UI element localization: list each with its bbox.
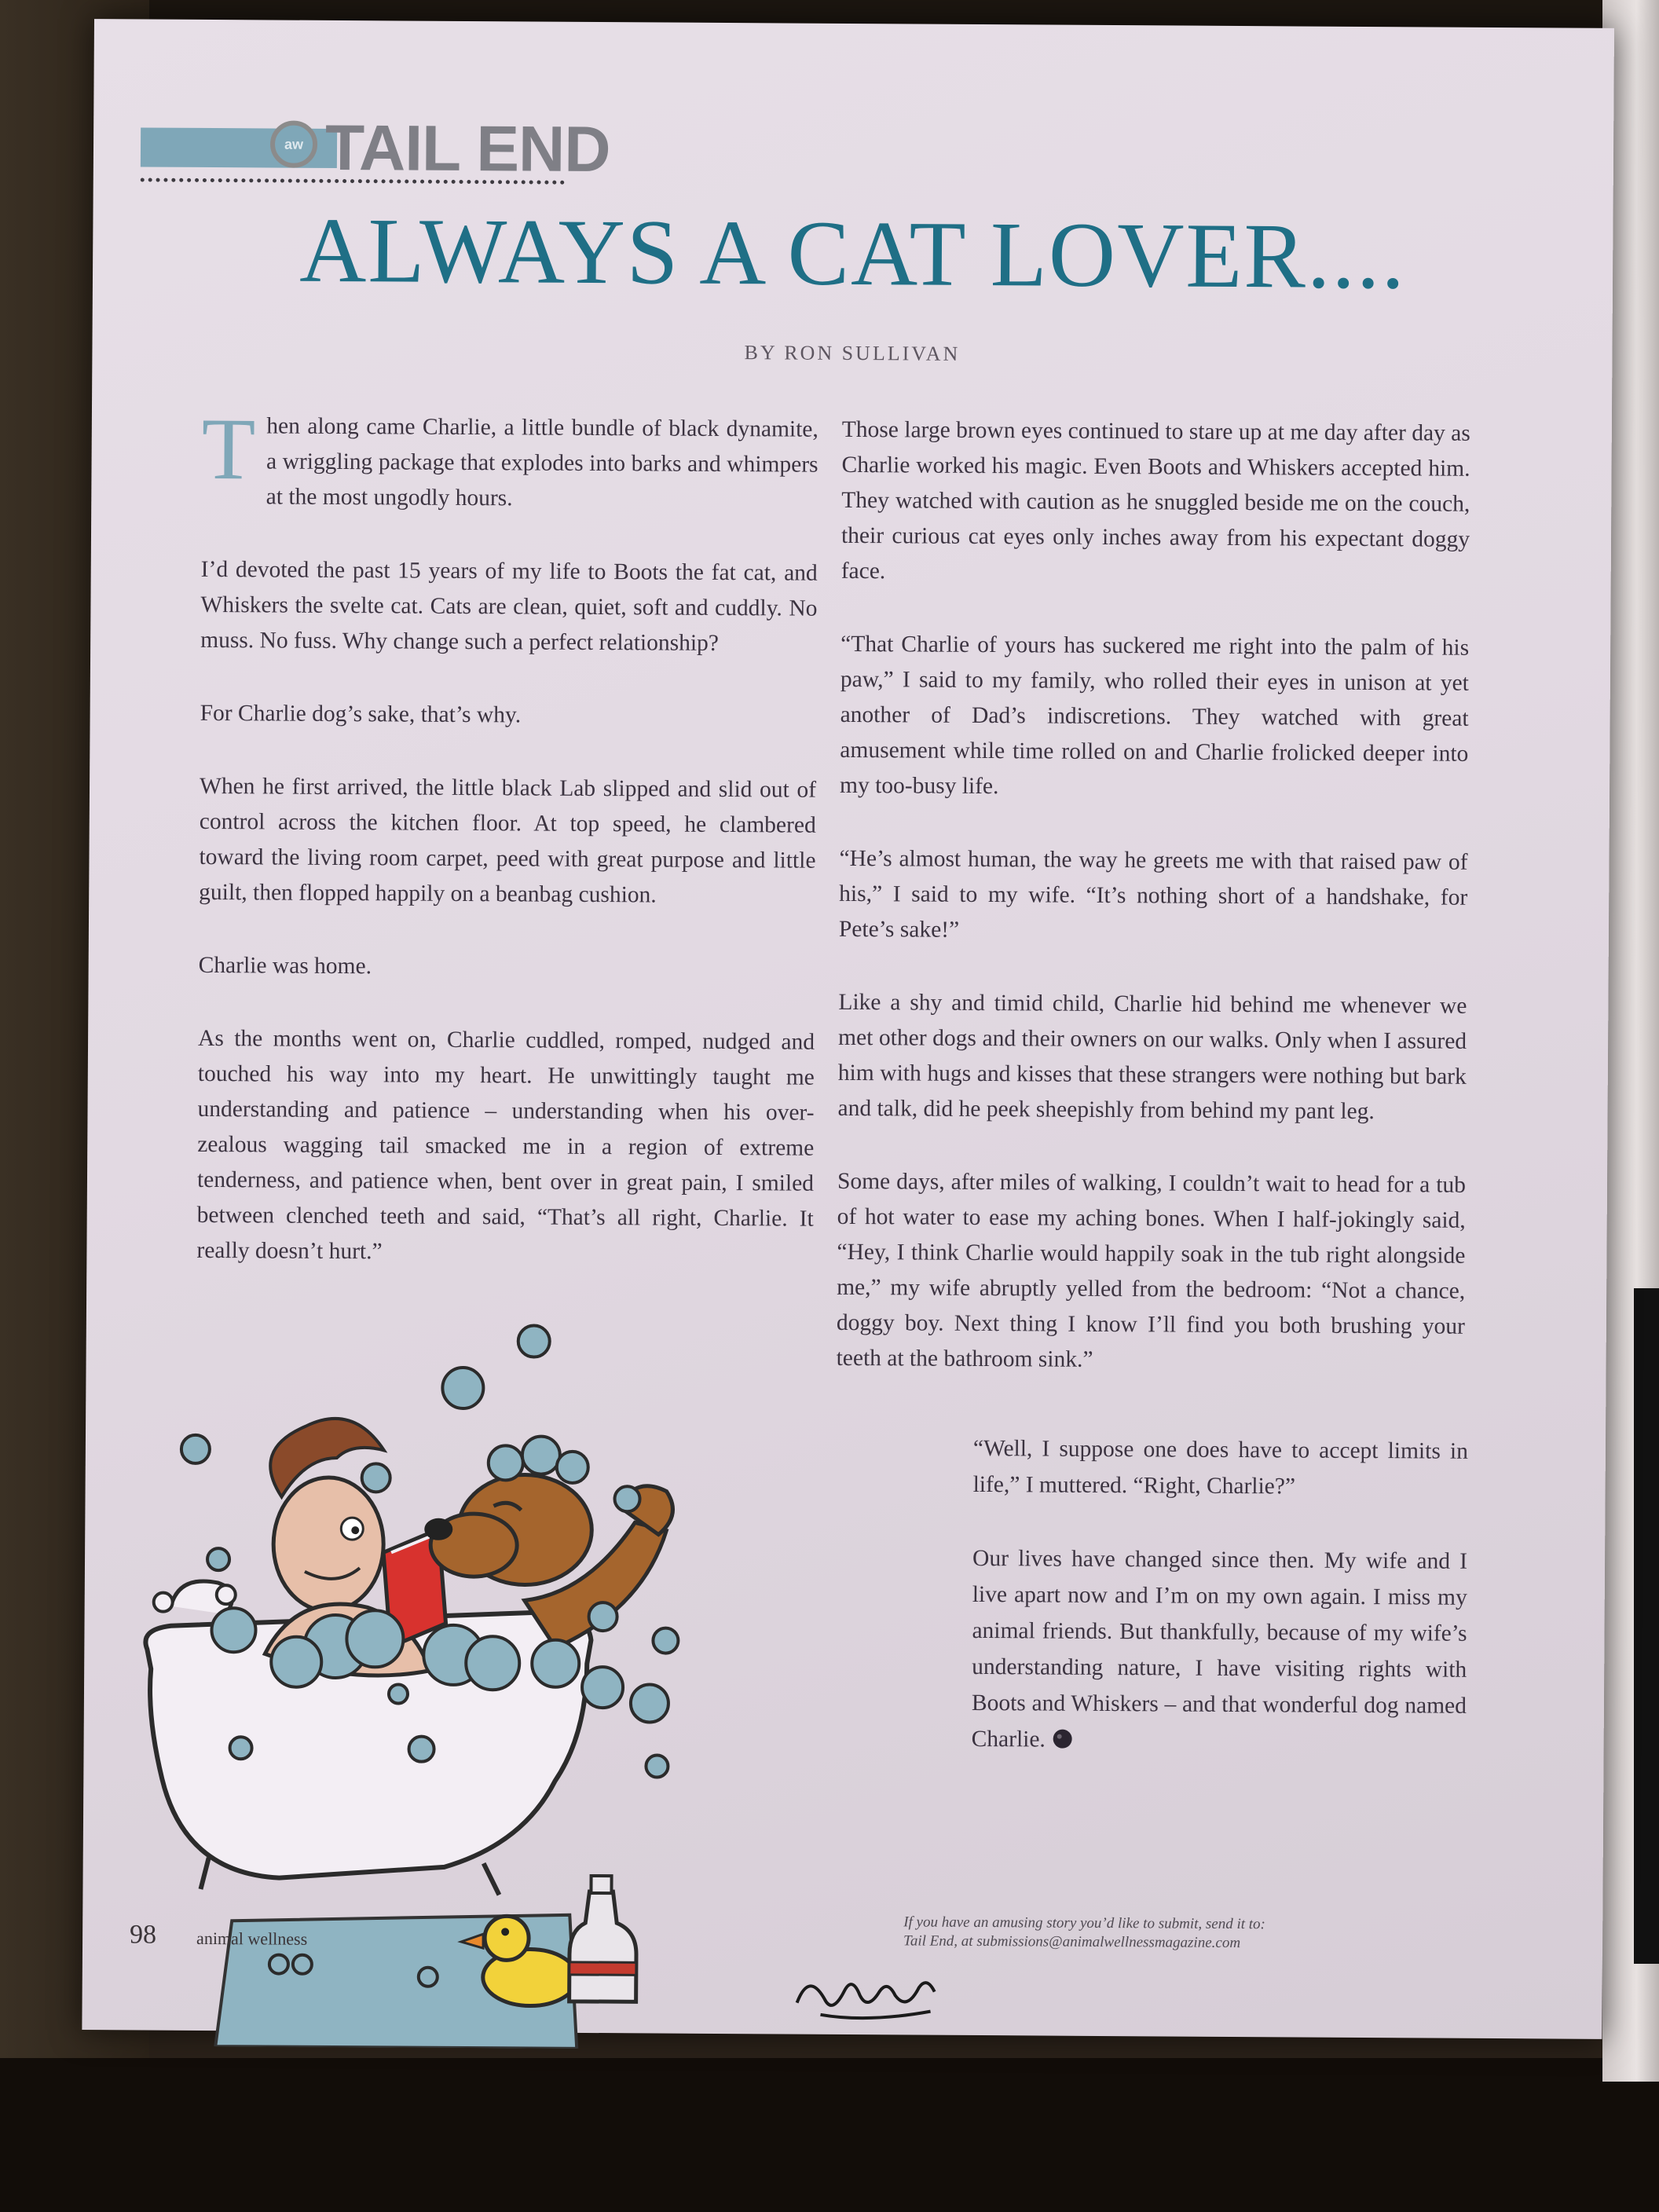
left-column <box>196 400 819 1310</box>
paragraph-3: For Charlie dog’s sake, that’s why. <box>200 700 522 728</box>
paragraph-1: Then along came Charlie, a little bundle of black dynamite, a wriggling package that explodes into barks and whimpers at the most ungodly hours. <box>201 400 819 511</box>
paragraph-7: Those large brown eyes continued to stare up at me day after day as Charlie worked his magic. Even Boots and Whiskers accepted him. They watched with caution as he snuggled beside me on the couch, their curious cat eyes only inches away from his expectant doggy face. <box>840 416 1470 584</box>
magazine-page <box>82 19 1614 2039</box>
section-title: TAIL END <box>324 112 610 186</box>
article-byline: BY RON SULLIVAN <box>744 341 961 365</box>
background-bottom <box>0 2058 1659 2212</box>
paragraph-10: Like a shy and timid child, Charlie hid behind me whenever we met other dogs and their owners on our walks. Only when I assured him with hugs and kisses that these strangers were nothing but bark and talk, did he peek sheepishly from behind my pant leg. <box>837 989 1467 1125</box>
section-banner <box>141 97 660 187</box>
submission-note: If you have an amusing story you’d like to submit, send it to: Tail End, at submissions@animalwellnessmagazine.com <box>903 1914 1265 1952</box>
end-mark-icon <box>1051 1728 1073 1750</box>
section-logo-icon: aw <box>270 120 317 167</box>
page-number: 98 <box>130 1920 157 1950</box>
drop-cap: T <box>201 400 256 499</box>
paragraph-5: Charlie was home. <box>198 952 372 980</box>
paragraph-6: As the months went on, Charlie cuddled, romped, nudged and touched his way into my heart. He unwittingly taught me understanding and patience – understanding when his over-zealous wagging tail smacked me in a region of extreme tenderness, and patience when, bent over in great pain, I smiled between clenched teeth and said, “That’s all right, Charlie. It really doesn’t hurt.” <box>196 1025 815 1265</box>
paragraph-8: “That Charlie of yours has suckered me right into the palm of his paw,” I said to my family, who rolled their eyes in unison at yet another of Dad’s indiscretions. They watched with great amusement while time rolled on and Charlie frolicked deeper into my too-busy life. <box>839 631 1470 800</box>
paragraph-12: “Well, I suppose one does have to accept limits in life,” I muttered. “Right, Charlie?” <box>972 1435 1469 1500</box>
paragraph-2: I’d devoted the past 15 years of my life to Boots the fat cat, and Whiskers the svelte cat. Cats are clean, quiet, soft and cuddly. No muss. No fuss. Why change such a perfect relationship? <box>200 556 818 656</box>
closing-column <box>971 1430 1468 1798</box>
right-column <box>836 412 1470 1418</box>
paragraph-11: Some days, after miles of walking, I couldn’t wait to head for a tub of hot water to ease my aching bones. When I half-jokingly said, “Hey, I think Charlie would happily soak in the tub right alongside me,” my wife abruptly yelled from the bedroom: “Not a chance, doggy boy. Next thing I know I’ll find you both brushing your teeth at the bathroom sink.” <box>836 1168 1467 1372</box>
paragraph-9: “He’s almost human, the way he greets me with that raised paw of his,” I said to my wife. “It’s nothing short of a handshake, for Pete’s sake!” <box>838 845 1468 943</box>
adjacent-page-shadow <box>1634 1288 1659 1964</box>
artist-signature <box>789 1964 961 2027</box>
paragraph-4: When he first arrived, the little black Lab slipped and slid out of control across the kitchen floor. At top speed, he clambered toward the living room carpet, peed with great purpose and little guilt, then flopped happily on a beanbag cushion. <box>199 773 817 908</box>
magazine-name: animal wellness <box>196 1928 308 1949</box>
article-title: ALWAYS A CAT LOVER.... <box>298 198 1407 309</box>
paragraph-13: Our lives have changed since then. My wife and I live apart now and I’m on my own again. I miss my animal friends. But thankfully, because of my wife’s understanding nature, I have visiting rights with Boots and Whiskers – and that wonderful dog named Charlie. <box>971 1545 1468 1752</box>
